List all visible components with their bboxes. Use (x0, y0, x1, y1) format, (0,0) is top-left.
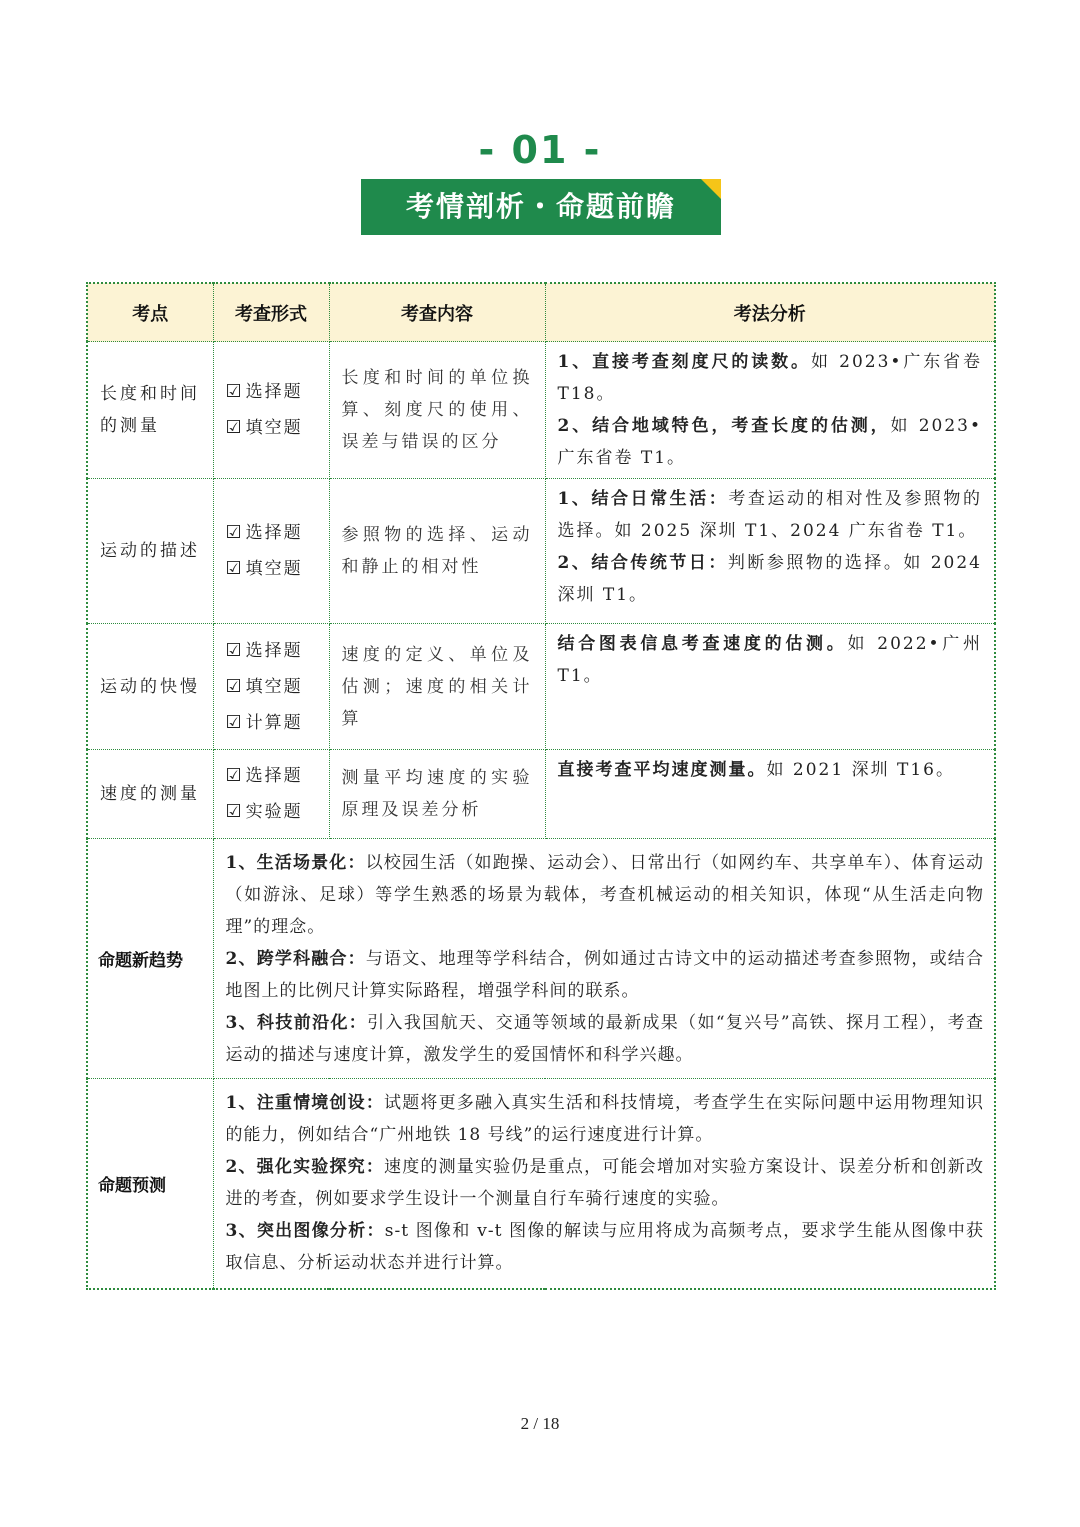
trend-content (213, 839, 995, 1079)
header-topic: 考点 (87, 283, 213, 342)
checked-box-icon: ☑ (225, 522, 244, 543)
forecast-row (87, 1079, 995, 1289)
topic-cell: 运动的快慢 (87, 624, 213, 750)
form-option: ☑ 选择题 (225, 765, 303, 786)
topic-cell: 长度和时间的测量 (87, 342, 213, 479)
page-number: 2 / 18 (520, 1414, 560, 1433)
exam-analysis-table (86, 282, 996, 1290)
forecast-item: 3、突出图像分析：s-t 图像和 v-t 图像的解读与应用将成为高频考点，要求学生能从图像中获取信息、分析运动状态并进行计算。 (225, 1221, 984, 1274)
table-row (87, 624, 995, 750)
trend-row (87, 839, 995, 1079)
form-option: ☑ 填空题 (225, 417, 303, 438)
table-header-row (87, 283, 995, 342)
trend-item: 1、生活场景化：以校园生活（如跑操、运动会）、日常出行（如网约车、共享单车）、体育运动（如游泳、足球）等学生熟悉的场景为载体，考查机械运动的相关知识，体现“从生活走向物理”的理念。 (225, 852, 984, 937)
banner-title: 考情剖析・命题前瞻 (405, 190, 676, 223)
checked-box-icon: ☑ (225, 801, 244, 822)
analysis-cell: 直接考查平均速度测量。如 2021 深圳 T16。 (545, 750, 995, 839)
content-cell: 测量平均速度的实验原理及误差分析 (329, 750, 545, 839)
analysis-cell: 结合图表信息考查速度的估测。如 2022•广州 T1。 (545, 624, 995, 750)
topic-cell: 速度的测量 (87, 750, 213, 839)
form-cell (213, 750, 329, 839)
forecast-item: 2、强化实验探究：速度的测量实验仍是重点，可能会增加对实验方案设计、误差分析和创新改进的考查，例如要求学生设计一个测量自行车骑行速度的实验。 (225, 1157, 984, 1210)
forecast-label: 命题预测 (87, 1079, 213, 1289)
form-option: ☑ 选择题 (225, 639, 303, 661)
header-content: 考查内容 (329, 283, 545, 342)
checked-box-icon: ☑ (225, 381, 244, 402)
trend-item: 2、跨学科融合：与语文、地理等学科结合，例如通过古诗文中的运动描述考查参照物，或结合地图上的比例尺计算实际路程，增强学科间的联系。 (225, 948, 984, 1001)
form-cell (213, 624, 329, 750)
header-analysis: 考法分析 (545, 283, 995, 342)
checked-box-icon: ☑ (225, 711, 244, 733)
forecast-item: 1、注重情境创设：试题将更多融入真实生活和科技情境，考查学生在实际问题中运用物理知识的能力，例如结合“广州地铁 18 号线”的运行速度进行计算。 (225, 1093, 984, 1146)
forecast-content (213, 1079, 995, 1289)
analysis-cell: 1、直接考查刻度尺的读数。如 2023•广东省卷 T18。 2、结合地域特色，考查长度的估测，如 2023•广东省卷 T1。 (545, 342, 995, 479)
content-cell: 速度的定义、单位及估测；速度的相关计算 (329, 624, 545, 750)
checked-box-icon: ☑ (225, 675, 244, 697)
analysis-cell: 1、结合日常生活：考查运动的相对性及参照物的选择。如 2025 深圳 T1、2024 广东省卷 T1。 2、结合传统节日：判断参照物的选择。如 2024 深圳 T1。 (545, 479, 995, 624)
checked-box-icon: ☑ (225, 417, 244, 438)
form-option: ☑ 实验题 (225, 801, 303, 822)
checked-box-icon: ☑ (225, 639, 244, 661)
content-cell: 长度和时间的单位换算、刻度尺的使用、误差与错误的区分 (329, 342, 545, 479)
form-cell (213, 342, 329, 479)
table-row (87, 342, 995, 479)
form-option: ☑ 计算题 (225, 711, 303, 733)
header-form: 考查形式 (213, 283, 329, 342)
section-number: - 01 - (478, 128, 602, 172)
content-cell: 参照物的选择、运动和静止的相对性 (329, 479, 545, 624)
form-option: ☑ 填空题 (225, 675, 303, 697)
trend-item: 3、科技前沿化：引入我国航天、交通等领域的最新成果（如“复兴号”高铁、探月工程），考查运动的描述与速度计算，激发学生的爱国情怀和科学兴趣。 (225, 1012, 984, 1065)
form-option: ☑ 填空题 (225, 558, 303, 579)
table-row (87, 750, 995, 839)
banner-corner-decoration (701, 179, 721, 199)
checked-box-icon: ☑ (225, 765, 244, 786)
checked-box-icon: ☑ (225, 558, 244, 579)
topic-cell: 运动的描述 (87, 479, 213, 624)
form-option: ☑ 选择题 (225, 522, 303, 543)
section-banner (361, 179, 721, 235)
table-row (87, 479, 995, 624)
form-option: ☑ 选择题 (225, 381, 303, 402)
trend-label: 命题新趋势 (87, 839, 213, 1079)
form-cell (213, 479, 329, 624)
